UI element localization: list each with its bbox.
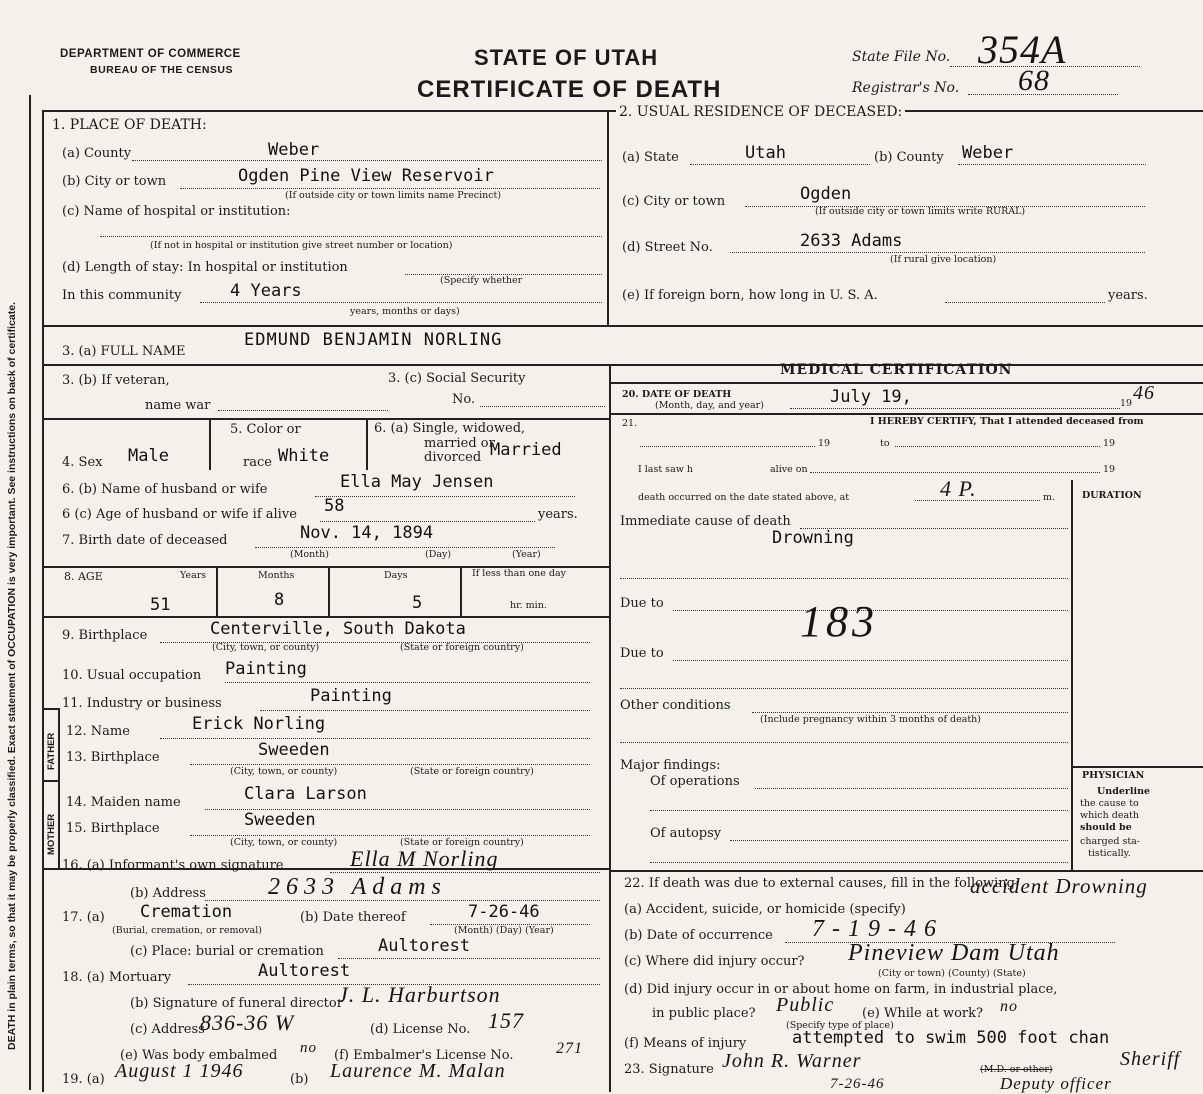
divider-top-middle — [607, 110, 609, 325]
immediate-line2 — [620, 578, 1068, 579]
ss-label: 3. (c) Social Security — [388, 371, 526, 386]
autopsy-label: Of autopsy — [650, 826, 722, 841]
disposal-value: Cremation — [140, 902, 233, 922]
disposal-label: 17. (a) — [62, 910, 105, 925]
physician-text-2: which death — [1080, 810, 1140, 821]
spouse-age-label: 6 (c) Age of husband or wife if alive — [62, 507, 297, 522]
code-value: 183 — [800, 597, 878, 646]
residence-title: 2. USUAL RESIDENCE OF DECEASED: — [616, 104, 905, 120]
due2-line2 — [620, 688, 1068, 689]
operations-label: Of operations — [650, 774, 740, 789]
last-saw: I last saw h — [638, 464, 693, 475]
side-instructions: DEATH in plain terms, so that it may be properly classified. Exact statement of OCCUPATION is very important. See instructions on back of certificate. — [6, 301, 18, 1050]
ext-c-note: (City or town) (County) (State) — [878, 968, 1026, 979]
dod-year: 46 — [1133, 382, 1155, 404]
age-less-label: If less than one day — [472, 568, 567, 579]
war-line — [218, 410, 388, 411]
disposal-date-note: (Month) (Day) (Year) — [454, 925, 554, 936]
disposal-place-line — [338, 958, 600, 959]
cert-from-line — [640, 446, 815, 447]
dod-note: (Month, day, and year) — [655, 400, 764, 411]
hospital-line — [100, 236, 602, 237]
res-foreign-label: (e) If foreign born, how long in U. S. A. — [622, 288, 878, 303]
spouse-value: Ella May Jensen — [340, 472, 494, 492]
alive-on: alive on — [770, 464, 808, 475]
autopsy-line — [730, 840, 1068, 841]
ext-a-label: (a) Accident, suicide, or homicide (specify) — [624, 902, 906, 917]
state-file-label: State File No. — [852, 49, 951, 65]
physician-text-0: Underline — [1097, 786, 1151, 797]
physician-title: PHYSICIAN — [1082, 770, 1145, 781]
registrar-row-label: 19. (a) — [62, 1072, 105, 1087]
external-title: 22. If death was due to external causes, fill in the following: — [624, 876, 1020, 891]
city-line — [180, 188, 600, 189]
divider-color-marital — [366, 418, 368, 470]
emb-license-label: (f) Embalmer's License No. — [334, 1048, 514, 1063]
divider-before-external — [609, 870, 1203, 872]
hospital-label: (c) Name of hospital or institution: — [62, 204, 291, 219]
occupation-line — [225, 682, 590, 683]
dod-value: July 19, — [830, 387, 912, 407]
father-bracket-top — [42, 708, 58, 710]
city-label: (b) City or town — [62, 174, 167, 189]
registrar-date: August 1 1946 — [115, 1060, 244, 1082]
cert-text: I HEREBY CERTIFY, That I attended deceased from — [870, 416, 1144, 427]
day-note: (Day) — [425, 549, 452, 560]
due2-line — [673, 660, 1068, 661]
age-months-value: 8 — [274, 590, 285, 610]
divider-age-months — [328, 566, 330, 616]
occurred-line — [915, 500, 1040, 501]
frame-left — [42, 110, 44, 1092]
ext-f-label: (f) Means of injury — [624, 1036, 747, 1051]
father-note1: (City, town, or county) — [230, 766, 338, 777]
disposal-place-label: (c) Place: burial or cremation — [130, 944, 324, 959]
stay-label: (d) Length of stay: In hospital or institution — [62, 260, 348, 275]
ext-public-value: Public — [776, 994, 835, 1016]
immediate-value: Drowning — [772, 528, 854, 548]
mortuary-label: 18. (a) Mortuary — [62, 970, 172, 985]
age-hrmin: hr. min. — [510, 600, 547, 611]
community-value: 4 Years — [230, 281, 302, 301]
race-label: race — [243, 455, 272, 470]
father-name-line — [160, 738, 590, 739]
registrar-label: Registrar's No. — [852, 80, 960, 96]
father-birth-label: 13. Birthplace — [66, 750, 160, 765]
industry-line — [260, 710, 590, 711]
marital-label1: 6. (a) Single, widowed, — [374, 421, 526, 436]
mother-birth-line — [190, 835, 590, 836]
ext-f-value: attempted to swim 500 foot chan — [792, 1028, 1110, 1048]
mort-addr-value: 836-36 W — [200, 1010, 295, 1035]
father-birth-value: Sweeden — [258, 740, 330, 760]
res-city-note: (If outside city or town limits write RURAL) — [815, 206, 1026, 217]
father-name-value: Erick Norling — [192, 714, 326, 734]
spouse-age-unit: years. — [538, 507, 578, 522]
mother-name-label: 14. Maiden name — [66, 795, 181, 810]
license-value: 157 — [488, 1008, 524, 1033]
divider-after-name — [42, 364, 1203, 366]
birth-label: 7. Birth date of deceased — [62, 533, 228, 548]
birth-line — [255, 547, 555, 548]
occupation-value: Painting — [225, 659, 307, 679]
ext-sig-label: 23. Signature — [624, 1062, 714, 1077]
county-line — [132, 160, 602, 161]
parent-bracket — [58, 708, 60, 868]
director-signature: J. L. Harburtson — [338, 982, 501, 1007]
registrar-b-label: (b) — [290, 1072, 309, 1087]
res-city-value: Ogden — [800, 184, 852, 204]
duration-label: DURATION — [1082, 490, 1142, 501]
occupation-label: 10. Usual occupation — [62, 668, 202, 683]
emb-license-value: 271 — [556, 1040, 583, 1057]
city-note: (If outside city or town limits name Precinct) — [285, 190, 502, 201]
cert-19c: 19 — [1103, 464, 1116, 475]
specify-note: (Specify whether — [440, 275, 523, 286]
major-label: Major findings: — [620, 758, 721, 773]
embalmed-value: no — [300, 1040, 317, 1056]
hospital-note: (If not in hospital or institution give street number or location) — [150, 240, 453, 251]
ext-signature: John R. Warner — [722, 1050, 862, 1072]
disposal-date-label: (b) Date thereof — [300, 910, 406, 925]
year-note: (Year) — [512, 549, 541, 560]
medical-title-line — [609, 382, 1203, 384]
mother-birth-value: Sweeden — [244, 810, 316, 830]
marital-label2: married or — [424, 436, 495, 451]
medical-title: MEDICAL CERTIFICATION — [780, 362, 1013, 378]
divider-after-veteran — [42, 418, 609, 420]
res-state-label: (a) State — [622, 150, 679, 165]
cert-to-line — [895, 446, 1100, 447]
time-value: 4 P. — [940, 476, 977, 501]
mother-birth-label: 15. Birthplace — [66, 821, 160, 836]
birthplace-note2: (State or foreign country) — [400, 642, 524, 653]
other-line2 — [620, 742, 1068, 743]
res-street-label: (d) Street No. — [622, 240, 713, 255]
res-street-line — [730, 252, 1145, 253]
father-section-label: FATHER — [46, 732, 57, 770]
operations-line2 — [650, 810, 1068, 811]
operations-line — [755, 788, 1068, 789]
mort-addr-label: (c) Address — [130, 1022, 205, 1037]
ext-work-label: (e) While at work? — [862, 1006, 983, 1021]
veteran-label: 3. (b) If veteran, — [62, 373, 170, 388]
ext-b-value: 7-19-46 — [812, 916, 944, 942]
dod-line — [609, 413, 1203, 415]
mother-name-value: Clara Larson — [244, 784, 367, 804]
cert-number: 21. — [622, 418, 638, 429]
ext-date2: 7-26-46 — [830, 1076, 885, 1092]
ss-label2: No. — [452, 392, 476, 407]
dod-value-line — [790, 408, 1120, 409]
cert-19b: 19 — [1103, 438, 1116, 449]
res-street-note: (If rural give location) — [890, 254, 997, 265]
ext-c-value: Pineview Dam Utah — [848, 940, 1060, 966]
parent-bracket-mid — [42, 780, 58, 782]
ext-work-value: no — [1000, 998, 1018, 1015]
director-label: (b) Signature of funeral director — [130, 996, 343, 1011]
due1-label: Due to — [620, 596, 664, 611]
marital-value: Married — [490, 440, 562, 460]
physician-text-1: the cause to — [1080, 798, 1139, 809]
county-value: Weber — [268, 140, 320, 160]
physician-divider — [1071, 766, 1203, 768]
embalmed-label: (e) Was body embalmed — [120, 1048, 278, 1063]
age-years-value: 51 — [150, 595, 171, 615]
ext-b-label: (b) Date of occurrence — [624, 928, 773, 943]
informant-line — [330, 872, 600, 873]
ss-line — [480, 406, 605, 407]
sex-label: 4. Sex — [62, 455, 103, 470]
res-county-line — [958, 164, 1146, 165]
res-foreign-line — [945, 302, 1105, 303]
ext-deputy: Deputy officer — [1000, 1074, 1112, 1093]
certificate-title: CERTIFICATE OF DEATH — [417, 76, 722, 103]
res-county-label: (b) County — [874, 150, 944, 165]
county-label: (a) County — [62, 146, 132, 161]
full-name-label: 3. (a) FULL NAME — [62, 344, 186, 359]
other-label: Other conditions — [620, 698, 731, 713]
ext-public-label: in public place? — [652, 1006, 756, 1021]
res-city-label: (c) City or town — [622, 194, 726, 209]
father-note2: (State or foreign country) — [410, 766, 534, 777]
due2-label: Due to — [620, 646, 664, 661]
res-state-line — [690, 164, 870, 165]
state-file-value: 354A — [978, 27, 1067, 72]
license-label: (d) License No. — [370, 1022, 471, 1037]
side-rule — [29, 95, 31, 1090]
informant-label: 16. (a) Informant's own signature — [62, 858, 284, 873]
informant-addr-label: (b) Address — [130, 886, 206, 901]
physician-text-5: tistically. — [1088, 848, 1131, 859]
divider-middle — [609, 364, 611, 1092]
divider-age-years — [216, 566, 218, 616]
divider-sex-color — [209, 418, 211, 470]
dod-year-prefix: 19 — [1120, 398, 1133, 409]
father-birth-line — [190, 764, 590, 765]
units-note: years, months or days) — [350, 306, 460, 317]
res-foreign-unit: years. — [1108, 288, 1148, 303]
age-months-label: Months — [258, 570, 295, 581]
divider-after-age — [42, 616, 609, 618]
mortuary-value: Aultorest — [258, 961, 351, 981]
registrar-value: 68 — [1018, 64, 1050, 97]
mother-note2: (State or foreign country) — [400, 837, 524, 848]
other-note: (Include pregnancy within 3 months of death) — [760, 714, 982, 725]
res-street-value: 2633 Adams — [800, 231, 903, 251]
disposal-date-value: 7-26-46 — [468, 902, 540, 922]
ext-specify-note: (Specify type of place) — [786, 1020, 894, 1031]
disposal-place-value: Aultorest — [378, 936, 471, 956]
birthplace-note1: (City, town, or county) — [212, 642, 320, 653]
ext-c-label: (c) Where did injury occur? — [624, 954, 805, 969]
community-line — [200, 302, 602, 303]
color-label: 5. Color or — [230, 422, 301, 437]
res-county-value: Weber — [962, 143, 1014, 163]
ext-d-label: (d) Did injury occur in or about home on farm, in industrial place, — [624, 982, 1058, 997]
birth-value: Nov. 14, 1894 — [300, 523, 434, 543]
mother-section-label: MOTHER — [46, 813, 57, 855]
cert-19a: 19 — [818, 438, 831, 449]
cert-to: to — [880, 438, 890, 449]
industry-label: 11. Industry or business — [62, 696, 222, 711]
father-name-label: 12. Name — [66, 724, 130, 739]
spouse-label: 6. (b) Name of husband or wife — [62, 482, 268, 497]
informant-signature: Ella M Norling — [350, 846, 499, 871]
age-days-value: 5 — [412, 593, 423, 613]
marital-label3: divorced — [424, 450, 482, 465]
sex-value: Male — [128, 446, 169, 466]
spouse-line — [315, 496, 575, 497]
war-label: name war — [145, 398, 211, 413]
full-name-value: EDMUND BENJAMIN NORLING — [244, 330, 503, 350]
res-state-value: Utah — [745, 143, 786, 163]
registrar-name: Laurence M. Malan — [330, 1060, 506, 1082]
race-value: White — [278, 446, 330, 466]
industry-value: Painting — [310, 686, 392, 706]
dod-label: 20. DATE OF DEATH — [622, 389, 732, 400]
registrar-line — [968, 94, 1118, 95]
community-label: In this community — [62, 288, 182, 303]
physician-text-4: charged sta- — [1080, 836, 1141, 847]
disposal-note: (Burial, cremation, or removal) — [112, 925, 262, 936]
spouse-age-value: 58 — [324, 496, 345, 516]
informant-addr-value: 2633 Adams — [268, 874, 447, 900]
bureau-label: BUREAU OF THE CENSUS — [90, 64, 234, 76]
physician-text-3: should be — [1080, 822, 1132, 833]
alive-line — [810, 472, 1100, 473]
autopsy-line2 — [650, 862, 1068, 863]
age-years-label: Years — [180, 570, 207, 581]
ext-title-sig: Sheriff — [1120, 1048, 1181, 1070]
spouse-age-line — [320, 521, 535, 522]
divider-age-days — [460, 566, 462, 616]
divider-after-residence — [42, 325, 1203, 327]
city-value: Ogden Pine View Reservoir — [238, 166, 494, 186]
ext-a-value: accident Drowning — [970, 874, 1148, 898]
month-note: (Month) — [290, 549, 329, 560]
ext-md-label: (M.D. or other) — [980, 1064, 1053, 1075]
age-label: 8. AGE — [64, 570, 103, 583]
dept-label: DEPARTMENT OF COMMERCE — [60, 48, 241, 60]
other-line — [752, 712, 1068, 713]
birthplace-value: Centerville, South Dakota — [210, 619, 466, 639]
immediate-label: Immediate cause of death — [620, 514, 791, 529]
duration-divider — [1071, 480, 1073, 870]
occurred-label: death occurred on the date stated above, at — [638, 492, 850, 503]
mother-note1: (City, town, or county) — [230, 837, 338, 848]
birthplace-label: 9. Birthplace — [62, 628, 148, 643]
m-label: m. — [1043, 492, 1056, 503]
state-title: STATE OF UTAH — [474, 45, 659, 70]
place-title: 1. PLACE OF DEATH: — [52, 117, 207, 133]
age-days-label: Days — [384, 570, 408, 581]
